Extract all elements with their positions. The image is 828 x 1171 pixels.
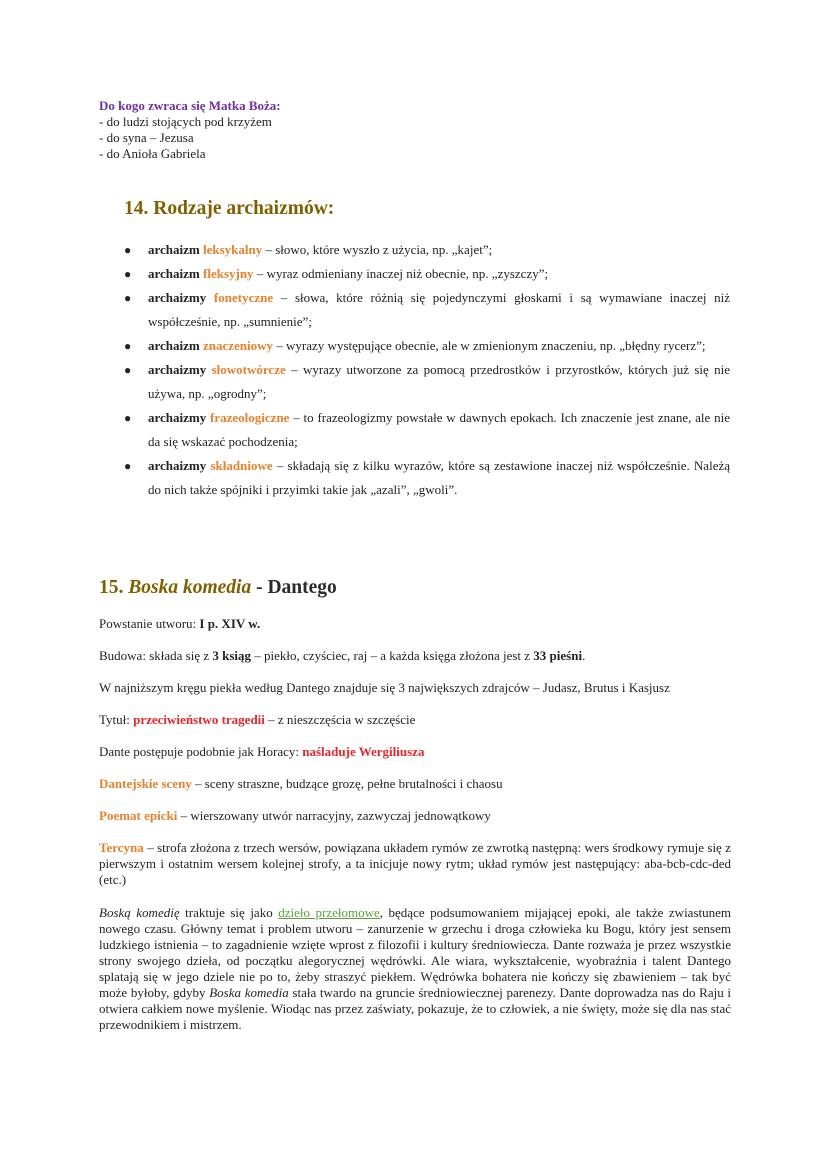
powstanie-label: Powstanie utworu: <box>99 616 200 631</box>
intro-question: Do kogo zwraca się Matka Boża: <box>99 98 281 113</box>
term-label: archaizmy <box>148 290 207 305</box>
tercyna-paragraph <box>99 840 731 888</box>
text-span: – strofa złożona z trzech wersów, powiązana układem rymów ze zwrotką następną: wers środkowy rymuje się z pierwszym i ostatnim wersem kolejnej strofy, a ta inicjuje nowy rytm; układ rymów jest następujący: aba-bcb-cdc-ded (etc.) <box>99 840 731 887</box>
text-span: – sceny straszne, budzące grozę, pełne brutalności i chaosu <box>191 776 503 791</box>
bullet-icon: ● <box>124 267 132 281</box>
term-label: archaizm <box>148 242 200 257</box>
intro-block <box>99 98 731 162</box>
final-paragraph <box>99 905 731 1033</box>
bullet-icon: ● <box>124 411 132 425</box>
list-item <box>124 358 730 406</box>
heading-dash: - <box>251 577 268 598</box>
term-kind: słowotwórcze <box>211 362 286 377</box>
sceny-line <box>99 776 731 792</box>
term-label: archaizm <box>148 338 200 353</box>
heading-number: 15. <box>99 577 124 598</box>
italic-span: Boska komedia <box>209 985 289 1000</box>
text-span: Budowa: składa się z <box>99 648 213 663</box>
horacy-line <box>99 744 731 760</box>
term-kind: składniowe <box>210 458 273 473</box>
term-orange: Dantejskie sceny <box>99 776 192 791</box>
term-label: archaizmy <box>148 410 207 425</box>
archaisms-list <box>124 238 730 502</box>
section-14-heading: 14. Rodzaje archaizmów: <box>124 198 335 219</box>
term-desc: – składają się z kilku wyrazów, które są zestawione inaczej niż współcześnie. Należą do nich także spójniki i przyimki takie jak „azali”, „gwoli”. <box>148 458 731 497</box>
text-span: , będące podsumowaniem mijającej epoki, ale także zwiastunem nowego czasu. Główny temat i problem utworu – zanurzenie w grzechu i droga człowieka ku Bogu, który jest sensem ludzkiego istnienia – to zagadnienie wzięte wprost z filozofii i kultury średniowiecza. Dante rozważa je przez wszystkie strony swojego dzieła, od początku alegorycznej wędrówki. Ale wiara, wykształcenie, wyobraźnia i talent Dantego splatają się w jego dziele nie po to, żeby straszyć piekłem. Wędrówka bohatera nie kończy się zbawieniem – tak być może byłoby, gdyby <box>99 905 731 1000</box>
text-span: stała twardo na gruncie średniowiecznej parenezy. Dante doprowadza nas do Raju i otwiera całkiem nowe myślenie. Wiodąc nas przez zaświaty, pokazuje, że to człowiek, a nie święty, może się dla nas stać przewodnikiem i mistrzem. <box>99 985 731 1032</box>
term-orange: Tercyna <box>99 840 144 855</box>
list-item <box>124 238 730 262</box>
dzielo-link[interactable]: dzieło przełomowe <box>278 905 380 920</box>
bullet-icon: ● <box>124 339 132 353</box>
list-item <box>124 334 730 358</box>
term-kind: znaczeniowy <box>203 338 274 353</box>
term-desc: – słowa, które różnią się pojedynczymi głoskami i są wymawiane inaczej niż współcześnie, np. „sumnienie”; <box>148 290 731 329</box>
bullet-icon: ● <box>124 243 132 257</box>
text-span: – wierszowany utwór narracyjny, zazwyczaj jednowątkowy <box>177 808 491 823</box>
list-item <box>124 286 730 334</box>
term-orange: Poemat epicki <box>99 808 178 823</box>
highlight-red: przeciwieństwo tragedii <box>133 712 265 727</box>
term-desc: – wyraz odmieniany inaczej niż obecnie, np. „zyszczy”; <box>253 266 549 281</box>
bullet-icon: ● <box>124 459 132 473</box>
text-span: Tytuł: <box>99 712 134 727</box>
krag-line: W najniższym kręgu piekła według Dantego znajduje się 3 największych zdrajców – Judasz, Brutus i Kasjusz <box>99 680 670 695</box>
tytul-line <box>99 712 731 728</box>
term-kind: fleksyjny <box>203 266 254 281</box>
intro-line: - do syna – Jezusa <box>99 130 194 145</box>
bullet-icon: ● <box>124 363 132 377</box>
budowa-line <box>99 648 731 664</box>
heading-title-italic: Boska komedia <box>128 577 252 598</box>
section-15-heading <box>99 576 337 600</box>
term-desc: – słowo, które wyszło z użycia, np. „kajet”; <box>262 242 493 257</box>
highlight-red: naśladuje Wergiliusza <box>302 744 425 759</box>
powstanie-line <box>99 616 731 632</box>
term-desc: – wyrazy utworzone za pomocą przedrostków i przyrostków, których już się nie używa, np. „ogrodny”; <box>148 362 730 401</box>
term-desc: – to frazeologizmy powstałe w dawnych epokach. Ich znaczenie jest znane, ale nie da się wskazać pochodzenia; <box>148 410 730 449</box>
term-kind: frazeologiczne <box>210 410 290 425</box>
bold-span: 33 pieśni <box>533 648 583 663</box>
term-label: archaizmy <box>148 362 207 377</box>
poemat-line <box>99 808 731 824</box>
text-span: Dante postępuje podobnie jak Horacy: <box>99 744 303 759</box>
list-item <box>124 454 730 502</box>
intro-line: - do ludzi stojących pod krzyżem <box>99 114 272 129</box>
list-item <box>124 406 730 454</box>
term-kind: fonetyczne <box>213 290 274 305</box>
list-item <box>124 262 730 286</box>
term-label: archaizm <box>148 266 200 281</box>
text-span: – z nieszczęścia w szczęście <box>264 712 416 727</box>
text-span: – piekło, czyściec, raj – a każda księga złożona jest z <box>251 648 534 663</box>
italic-span: Boską komedię <box>99 905 180 920</box>
term-desc: – wyrazy występujące obecnie, ale w zmienionym znaczeniu, np. „błędny rycerz”; <box>273 338 706 353</box>
intro-line: - do Anioła Gabriela <box>99 146 206 161</box>
text-span: . <box>582 648 586 663</box>
bullet-icon: ● <box>124 291 132 305</box>
term-label: archaizmy <box>148 458 207 473</box>
bold-span: 3 ksiąg <box>212 648 252 663</box>
powstanie-value: I p. XIV w. <box>199 616 261 631</box>
term-kind: leksykalny <box>203 242 263 257</box>
heading-author: Dantego <box>267 577 337 598</box>
text-span: traktuje się jako <box>179 905 279 920</box>
